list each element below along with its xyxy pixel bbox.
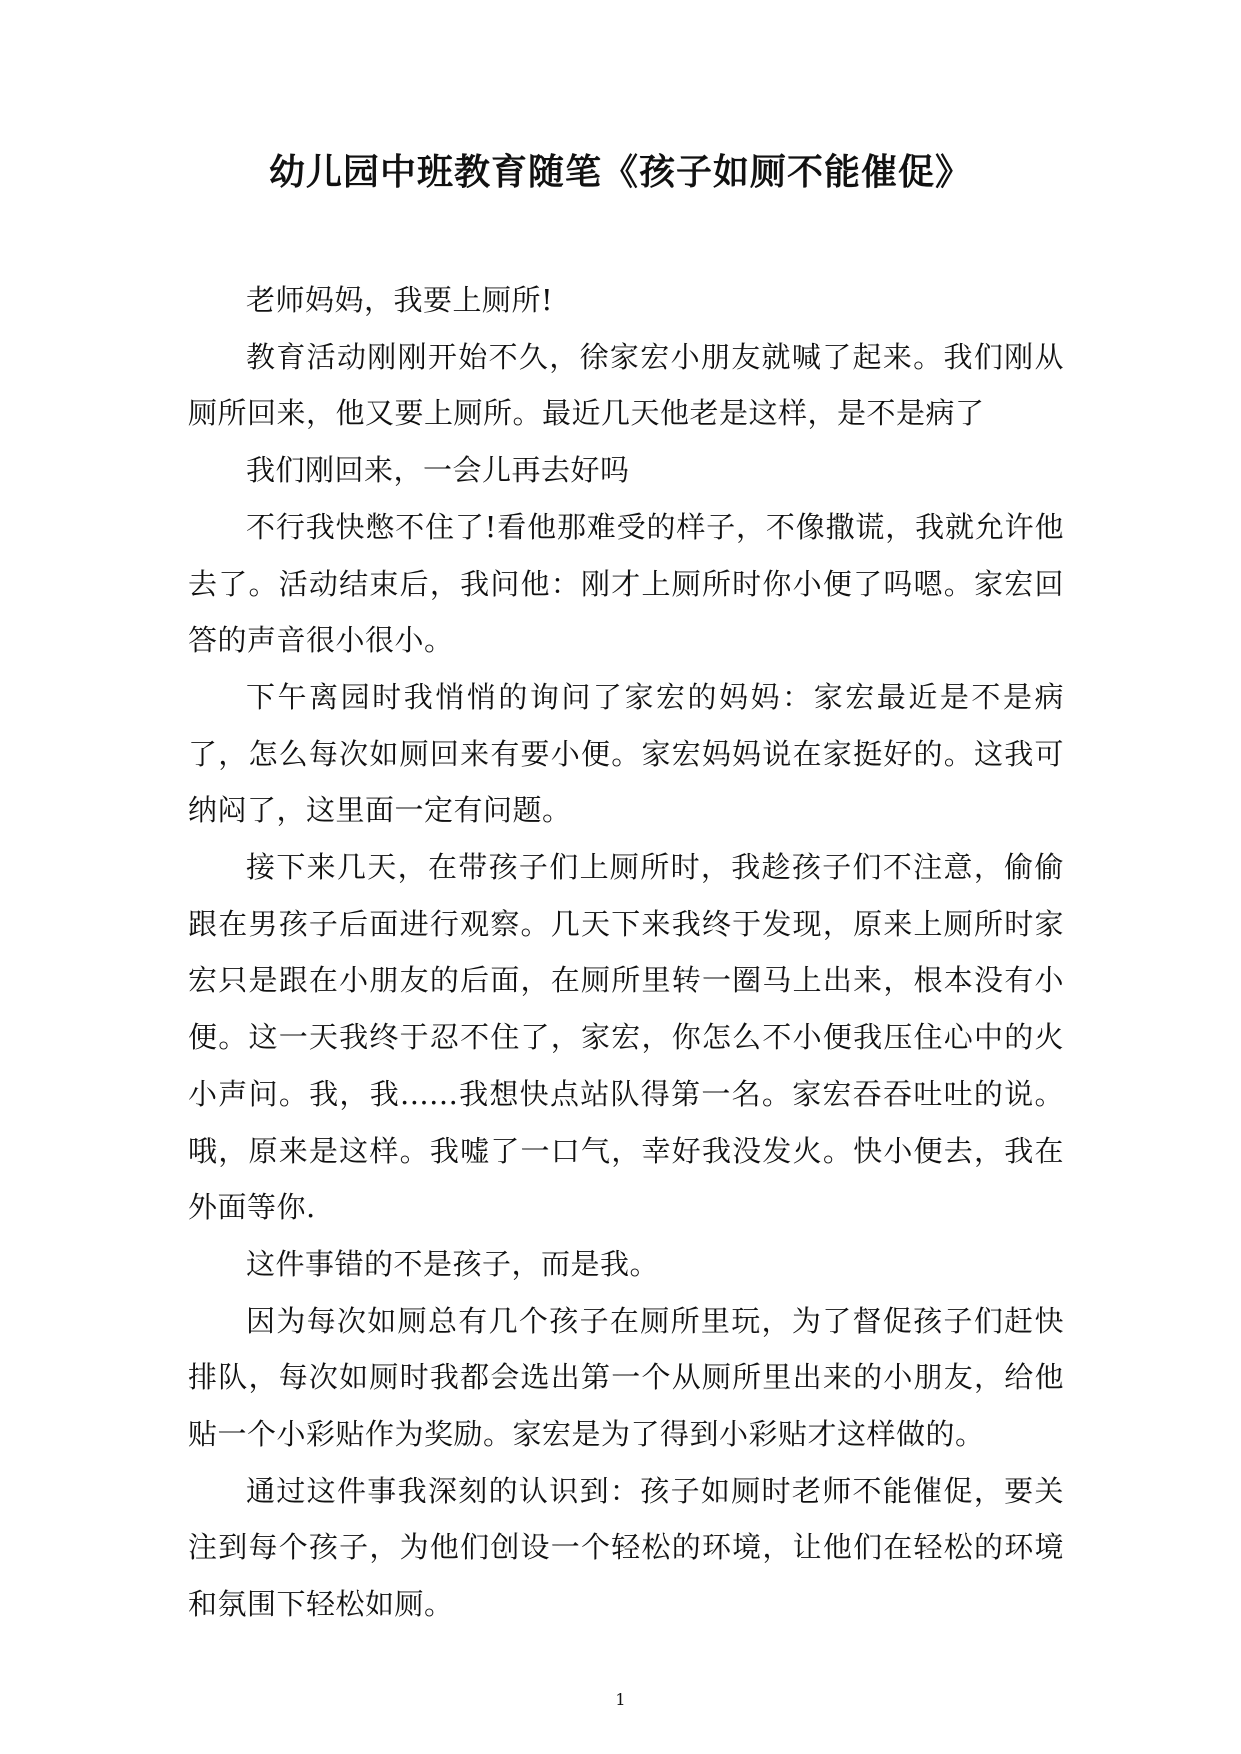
paragraph: 因为每次如厕总有几个孩子在厕所里玩，为了督促孩子们赶快排队，每次如厕时我都会选出第一个从厕所里出来的小朋友，给他贴一个小彩贴作为奖励。家宏是为了得到小彩贴才这样做的。 [188,1303,1064,1452]
document-body [188,272,1064,1633]
document-title: 幼儿园中班教育随笔《孩子如厕不能催促》 [268,151,972,193]
paragraph: 下午离园时我悄悄的询问了家宏的妈妈：家宏最近是不是病了，怎么每次如厕回来有要小便。家宏妈妈说在家挺好的。这我可纳闷了，这里面一定有问题。 [188,679,1064,828]
paragraph: 不行我快憋不住了!看他那难受的样子，不像撒谎，我就允许他去了。活动结束后，我问他：刚才上厕所时你小便了吗嗯。家宏回答的声音很小很小。 [188,509,1064,658]
page-number: 1 [615,1690,626,1709]
paragraph: 接下来几天，在带孩子们上厕所时，我趁孩子们不注意，偷偷跟在男孩子后面进行观察。几天下来我终于发现，原来上厕所时家宏只是跟在小朋友的后面，在厕所里转一圈马上出来，根本没有小便。这一天我终于忍不住了，家宏，你怎么不小便我压住心中的火小声问。我，我......我想快点站队得第一名。家宏吞吞吐吐的说。哦，原来是这样。我嘘了一口气，幸好我没发火。快小便去，我在外面等你. [188,850,1064,1225]
paragraph: 老师妈妈，我要上厕所! [246,283,554,317]
paragraph: 教育活动刚刚开始不久，徐家宏小朋友就喊了起来。我们刚从厕所回来，他又要上厕所。最近几天他老是这样，是不是病了 [188,339,1064,431]
paragraph: 通过这件事我深刻的认识到：孩子如厕时老师不能催促，要关注到每个孩子，为他们创设一个轻松的环境，让他们在轻松的环境和氛围下轻松如厕。 [188,1473,1064,1622]
paragraph: 这件事错的不是孩子，而是我。 [246,1246,660,1281]
paragraph: 我们刚回来，一会儿再去好吗 [246,453,630,488]
